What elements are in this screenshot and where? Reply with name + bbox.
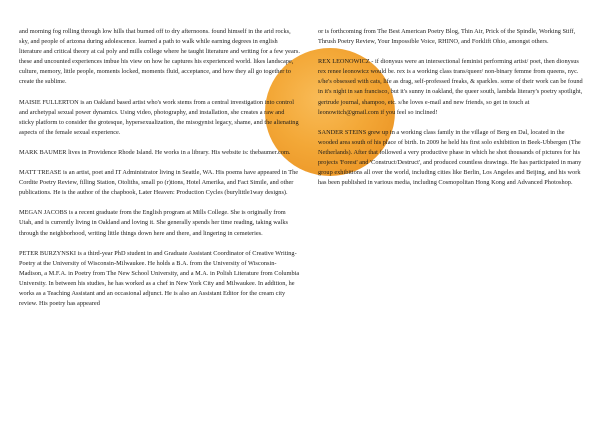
bio-megan-jacobs: MEGAN JACOBS is a recent graduate from the English program at Mills College. She is originally from Utah, and is currently living in Oakland and loving it. She generally spends her time reading, taking walks through the neighborhood, writing little things down here and there, and lingering in cemeteries. [19,209,288,237]
bio-sander-steins: SANDER STEINS grew up in a working class family in the village of Berg en Dal, located in the wooded area south of his place of birth. In 2009 he held his first solo exhibition in Beek-Ubbergen (The Netherlands). After that followed a very productive phase in which he shot thousands of pictures for his projects 'Forest' and 'Construct/Destruct', and produced countless drawings. He has participated in many group exhibitions all over the world, including cities like Berlin, Los Angeles and Beijing, and his work has been published in various media, including Cosmopolitan Hong Kong and Advanced Photoshop. [318,128,582,187]
bio-mark-baumer: MARK BAUMER lives in Providence Rhode Island. He works in a library. His website is: thebaumer.com. [19,148,291,156]
bio-peter-burzynski-continued: or is forthcoming from The Best American Poetry Blog, Thin Air, Prick of the Spindle, Working Stiff, Thrush Poetry Review, Your Impossible Voice, RHINO, and Forklift Ohio, amongst others. [318,28,576,46]
bio-rex-leonowicz: REX LEONOWICZ - if dionysus were an intersectional feminist performing artist/ poet, then dionysus rex renee leonowicz would be. rex is a working class trans/queer/ non-binary femme from queens, nyc. s/he's obsessed with cats, life as drag, self-professed freaks, & sparkles. some of their work can be found in it's night in san francisco, but it's sunny in oakland, the queer south, lambda literary's poetry spotlight, gertrude journal, shampoo, etc. s/he loves e-mail and new friends, so get in touch at leonowitch@gmail.com if you feel so inclined! [318,58,583,116]
right-page-column [318,27,584,198]
bio-paragraph-continued: and morning fog rolling through low hills that burned off to dry afternoons. found himself in the arid rocks, sky, and people of arizona during adolescence. learned a path to walk while earning degrees in english literature and critical theory at cal poly and mills college where he taught literature and writing for a few years. these and uncounted experiences imbue his view on how he captures his experienced world. likes landscape, culture, memory, little people, moments locked, moments fluid, acceptance, and how they all go together to create the sublime. [19,28,300,86]
bio-matt-trease: MATT TREASE is an artist, poet and IT Administrator living in Seattle, WA. His poems have appeared in The Cordite Poetry Review, filling Station, Otoliths, small po (r)tions, Hotel Amerika, and Fact Simile, and other publications. He is the author of the chapbook, Later Heaven: Production Cycles (burylittle1way designs). [19,169,299,197]
left-page-column [19,27,300,319]
bio-maisie-fullerton: MAISIE FULLERTON is an Oakland based artist who's work stems from a central investigation into control and archetypal sexual power dynamics. Using video, photography, and installation, she creates a raw and sticky platform to consider the grotesque, hypersexualization, the misogynist legacy, shame, and the alienating aspects of the female sexual experience. [19,98,299,136]
bio-peter-burzynski: PETER BURZYNSKI is a third-year PhD student in and Graduate Assistant Coordinator of Creative Writing-Poetry at the University of Wisconsin-Milwaukee. He holds a B.A. from the University of Wisconsin-Madison, a M.F.A. in Poetry from The New School University, and a M.A. in Polish Literature from Columbia University. In between his studies, he has worked as a chef in New York City and Milwaukee. In addition, he works as a Teaching Assistant and an occasional adjunct. He is also an Assistant Editor for the cream city review. His poetry has appeared [19,249,300,308]
